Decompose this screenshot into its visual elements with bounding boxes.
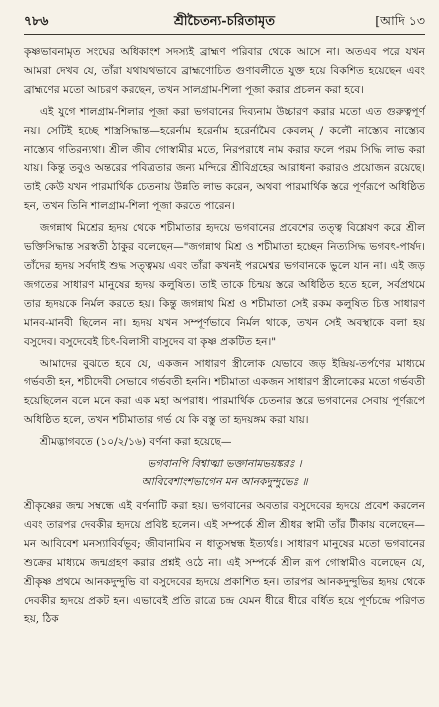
page-body — [24, 35, 425, 629]
verse-line-2: আবিবেশাংশভাগেন মন আনকদুন্দুভেঃ ॥ — [141, 475, 308, 488]
running-title: শ্রীচৈতন্য-চরিতামৃত — [173, 14, 276, 29]
page-number: ৭৮৬ — [24, 13, 49, 28]
sanskrit-verse — [24, 456, 425, 491]
paragraph-6: শ্রীকৃষ্ণের জন্ম সম্বন্ধে এই বর্ণনাটি করা হয়। ভগবানের অবতার বসুদেবের হৃদয়ে প্রবেশ করলেন এবং তারপর দেবকীর হৃদয়ে প্রবিষ্ট হলেন। এই সম্পর্কে শ্রীল শ্রীধর স্বামী তাঁর টীকায় বলেছেন—মন আবিবেশ মনস্যাবির্বভূব; জীবানামিব ন ধাতুসম্বন্ধ ইত্যর্থঃ। সাধারণ মানুষের মতো ভগবানের শুক্রের মাধ্যমে জন্মগ্রহণ করার প্রশ্নই ওঠে না। এই সম্পর্কে শ্রীল রূপ গোস্বামীও বলেছেন যে, শ্রীকৃষ্ণ প্রথমে আনকদুন্দুভি বা বসুদেবের হৃদয়ে প্রকাশিত হন। তারপর আনকদুন্দুভির হৃদয় থেকে দেবকীর হৃদয়ে প্রকট হন। এভাবেই প্রতি রাত্রে চন্দ্র যেমন ধীরে ধীরে বর্ধিত হয়ে পূর্ণচন্দ্রে পরিণত হয়, ঠিক — [24, 500, 425, 626]
page-header — [24, 10, 425, 35]
verse-line-1: ভগবানপি বিশ্বাত্মা ভক্তানামভয়ঙ্করঃ । — [147, 458, 302, 471]
scripture-reference: শ্রীমদ্ভাগবতে (১০/২/১৬) বর্ণনা করা হয়েছে— — [40, 436, 232, 449]
paragraph-2: এই যুগে শালগ্রাম-শিলার পূজা করা ভগবানের দিব্যনাম উচ্চারণ করার মতো এত গুরুত্বপূর্ণ নয়। সেটিই হচ্ছে শাস্ত্রসিদ্ধান্ত—হরের্নাম হরের্নাম হরের্নামৈব কেবলম্ / কলৌ নাস্ত্যেব নাস্ত্যেব নাস্ত্যেব গতিরন্যথা। শ্রীল জীব গোস্বামীর মতে, নিরপরাধে নাম করার ফলে পরম সিদ্ধি লাভ করা যায়। কিন্তু তবুও অন্তরের পবিত্রতার জন্য মন্দিরে শ্রীবিগ্রহের আরাধনা করারও প্রয়োজন রয়েছে। তাই কেউ যখন পারমার্থিক চেতনায় উন্নতি লাভ করেন, অথবা পারমার্থিক স্তরে পূর্ণরূপে অধিষ্ঠিত হন, তখন তিনি শালগ্রাম-শিলা পূজা করতে পারেন। — [24, 105, 425, 213]
paragraph-3: জগন্নাথ মিশ্রের হৃদয় থেকে শচীমাতার হৃদয়ে ভগবানের প্রবেশের তত্ত্ব বিশ্লেষণ করে শ্রীল ভক্তিসিদ্ধান্ত সরস্বতী ঠাকুর বলেছেন—"জগন্নাথ মিশ্র ও শচীমাতা হচ্ছেন নিত্যসিদ্ধ ভগবৎ-পার্ষদ। তাঁদের হৃদয় সর্বদাই শুদ্ধ সত্ত্বময় এবং তাঁরা কখনই পরমেশ্বর ভগবানকে ভুলে যান না। এই জড় জগতের সাধারণ মানুষের হৃদয় কলুষিত। তাই তাকে চিন্ময় স্তরে অধিষ্ঠিত হতে হলে, সর্বপ্রথমে তার হৃদয়কে নির্মল করতে হয়। কিন্তু জগন্নাথ মিশ্র ও শচীমাতা সেই রকম কলুষিত চিত্ত সাধারণ মানব-মানবী ছিলেন না। হৃদয় যখন সম্পূর্ণভাবে নির্মল থাকে, তখন সেই অবস্থাকে বলা হয় বসুদেব। বসুদেবেই চিৎ-বিলাসী বাসুদেব বা কৃষ্ণ প্রকটিত হন।" — [24, 222, 425, 348]
paragraph-4: আমাদের বুঝতে হবে যে, একজন সাধারণ স্ত্রীলোক যেভাবে জড় ইন্দ্রিয়-তর্পণের মাধ্যমে গর্ভবতী হন, শচীদেবী সেভাবে গর্ভবতী হননি। শচীমাতা একজন সাধারণ স্ত্রীলোকের মতো গর্ভবতী হয়েছিলেন বলে মনে করা এক মহা অপরাধ। পারমার্থিক চেতনার স্তরে ভগবানের সেবায় পূর্ণরূপে অধিষ্ঠিত হলে, তখন শচীমাতার গর্ভ যে কি বস্তু তা হৃদয়ঙ্গম করা যায়। — [24, 357, 425, 427]
paragraph-1: কৃষ্ণভাবনামৃত সংঘের অধিকাংশ সদস্যই ব্রাহ্মণ পরিবার থেকে আসে না। অতএব পরে যখন আমরা দেখব যে, তাঁরা যথাযথভাবে ব্রাহ্মণোচিত গুণাবলীতে যুক্ত হয়ে বিকশিত হয়েছেন এবং ব্রাহ্মণের মতো আচরণ করছেন, তখন সালগ্রাম-শিলা পূজা করার প্রচলন করা হবে। — [24, 46, 425, 96]
chapter-marker: [আদি ১৩ — [375, 13, 425, 28]
